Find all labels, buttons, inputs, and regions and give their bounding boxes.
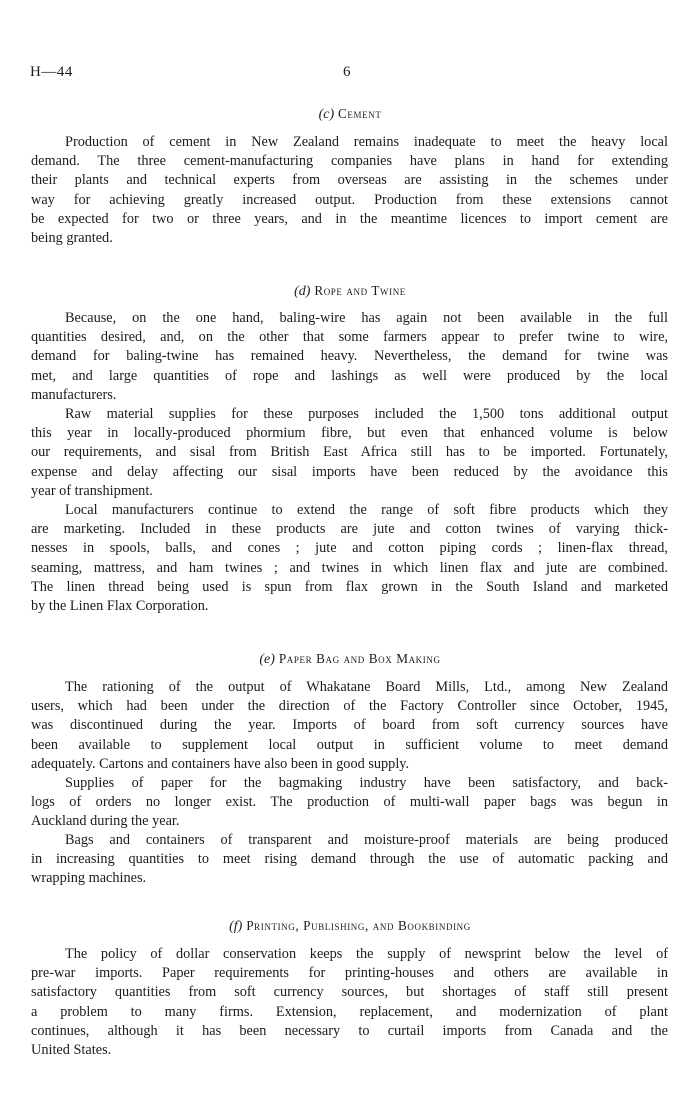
text-line: manufacturers. <box>31 386 117 403</box>
text-line: seaming, mattress, and ham twines ; and twines in which linen flax and jute are combined. <box>31 559 668 576</box>
text-line: adequately. Cartons and containers have also been in good supply. <box>31 755 410 772</box>
section-label: (d) <box>294 284 311 299</box>
paragraph <box>31 405 668 501</box>
text-line: by the Linen Flax Corporation. <box>31 598 209 615</box>
text-line: expense and delay affecting our sisal imports have been reduced by the avoidance this <box>31 463 668 480</box>
text-line: Local manufacturers continue to extend the range of soft fibre products which they <box>65 502 668 518</box>
section-title: Printing, Publishing, and Bookbinding <box>246 918 471 933</box>
section-heading-printing-publishing-bookbinding <box>0 918 700 935</box>
page-number: 6 <box>343 64 351 80</box>
paragraph <box>31 309 668 405</box>
text-line: continues, although it has been necessary to curtail imports from Canada and the <box>31 1022 668 1039</box>
section-title: Cement <box>338 106 382 121</box>
text-line: way for achieving greatly increased output. Production from these extensions cannot <box>31 191 668 208</box>
text-line: Auckland during the year. <box>31 813 180 830</box>
section-label: (f) <box>229 919 243 934</box>
text-line: demand for baling-twine has remained heavy. Nevertheless, the demand for twine was <box>31 348 668 365</box>
text-line: The linen thread being used is spun from flax grown in the South Island and marketed <box>31 578 668 595</box>
text-line: The policy of dollar conservation keeps the supply of newsprint below the level of <box>65 946 668 962</box>
text-line: met, and large quantities of rope and lashings as well were produced by the local <box>31 367 668 384</box>
text-line: The rationing of the output of Whakatane Board Mills, Ltd., among New Zealand <box>65 679 668 695</box>
section-label: (c) <box>318 107 335 122</box>
text-line: Supplies of paper for the bagmaking industry have been satisfactory, and back- <box>65 775 668 791</box>
text-line: Bags and containers of transparent and moisture-proof materials are being produced <box>65 832 668 848</box>
paragraph <box>31 133 668 248</box>
text-line: logs of orders no longer exist. The production of multi-wall paper bags was begun in <box>31 794 668 811</box>
text-line: users, which had been under the direction of the Factory Controller since October, 1945, <box>31 698 668 715</box>
text-line: been available to supplement local output in sufficient volume to meet demand <box>31 736 668 753</box>
document-reference: H—44 <box>30 64 73 80</box>
paragraph <box>31 678 668 774</box>
text-line: being granted. <box>31 230 113 247</box>
text-line: Because, on the one hand, baling-wire has again not been available in the full <box>65 310 668 326</box>
text-line: our requirements, and sisal from British East Africa still has to be imported. Fortunately, <box>31 444 668 461</box>
paragraph <box>31 501 668 616</box>
text-line: in increasing quantities to meet rising demand through the use of automatic packing and <box>31 851 668 868</box>
text-line: are marketing. Included in these products are jute and cotton twines of varying thick- <box>31 521 668 538</box>
text-line: pre-war imports. Paper requirements for printing-houses and others are available in <box>31 965 668 982</box>
text-line: quantities desired, and, on the other that some farmers appear to prefer twine to wire, <box>31 329 668 346</box>
section-heading-cement <box>0 106 700 123</box>
text-line: Raw material supplies for these purposes included the 1,500 tons additional output <box>65 406 668 422</box>
paragraph <box>31 831 668 889</box>
text-line: a problem to many firms. Extension, replacement, and modernization of plant <box>31 1003 668 1020</box>
text-line: United States. <box>31 1042 112 1059</box>
text-line: Production of cement in New Zealand remains inadequate to meet the heavy local <box>65 134 668 150</box>
text-line: satisfactory quantities from soft currency sources, but shortages of staff still present <box>31 984 668 1001</box>
section-title: Rope and Twine <box>314 283 406 298</box>
section-heading-paper-bag-and-box-making <box>0 651 700 668</box>
text-line: nesses in spools, balls, and cones ; jute and cotton piping cords ; linen-flax thread, <box>31 540 668 557</box>
text-line: be expected for two or three years, and in the meantime licences to import cement are <box>31 210 668 227</box>
paragraph <box>31 945 668 1060</box>
text-line: demand. The three cement-manufacturing companies have plans in hand for extending <box>31 153 668 170</box>
text-line: was discontinued during the year. Imports of board from soft currency sources have <box>31 717 668 734</box>
text-line: wrapping machines. <box>31 870 147 887</box>
text-line: year of transhipment. <box>31 482 153 499</box>
paragraph <box>31 774 668 832</box>
section-title: Paper Bag and Box Making <box>278 651 441 666</box>
text-line: this year in locally-produced phormium fibre, but even that enhanced volume is below <box>31 425 668 442</box>
text-line: their plants and technical experts from overseas are assisting in the schemes under <box>31 172 668 189</box>
section-label: (e) <box>259 652 275 667</box>
section-heading-rope-and-twine <box>0 283 700 300</box>
